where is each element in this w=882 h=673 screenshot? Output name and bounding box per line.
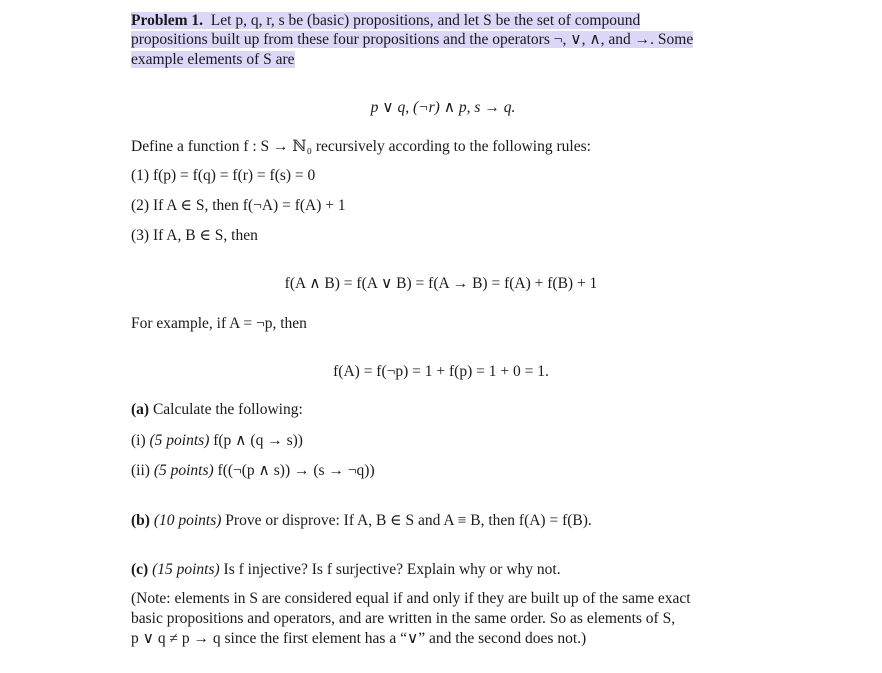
example-intro: For example, if A = ¬p, then (131, 315, 307, 332)
intro-line-3 (131, 50, 295, 70)
rule-2: (2) If A ∈ S, then f(¬A) = f(A) + 1 (131, 197, 346, 214)
part-c-text: Is f injective? Is f surjective? Explain why or why not. (223, 561, 561, 578)
intro-text-1: Let p, q, r, s be (basic) propositions, and let S be the set of compound (210, 12, 641, 29)
part-c-note-3: p ∨ q ≠ p → q since the first element has a “∨” and the second does not.) (131, 630, 587, 647)
intro-line-2 (131, 30, 693, 50)
part-a-item-i (131, 431, 303, 451)
part-b (131, 511, 592, 531)
rule-1: (1) f(p) = f(q) = f(r) = f(s) = 0 (131, 167, 316, 184)
item-i-num: (i) (131, 432, 146, 449)
part-a-heading (131, 400, 303, 420)
part-a-label: (a) (131, 401, 150, 418)
item-ii-points: (5 points) (153, 462, 214, 479)
definition-line: Define a function f : S → ℕ₀ recursively according to the following rules: (131, 138, 591, 155)
part-c-points: (15 points) (152, 561, 220, 578)
intro-text-3: example elements of S are (131, 51, 295, 68)
example-elements: p ∨ q, (¬r) ∧ p, s → q. (370, 99, 516, 116)
example-formula: f(A) = f(¬p) = 1 + f(p) = 1 + 0 = 1. (333, 363, 549, 380)
part-a-item-ii (131, 461, 375, 481)
item-i-points: (5 points) (149, 432, 210, 449)
rule-3-formula: f(A ∧ B) = f(A ∨ B) = f(A → B) = f(A) + f(B) + 1 (284, 275, 598, 292)
rule-3: (3) If A, B ∈ S, then (131, 227, 258, 244)
intro-line-1 (131, 11, 640, 31)
part-b-points: (10 points) (153, 512, 222, 529)
part-a-text: Calculate the following: (152, 401, 303, 418)
part-b-label: (b) (131, 512, 150, 529)
item-ii-num: (ii) (131, 462, 150, 479)
part-c-note-1: (Note: elements in S are considered equal if and only if they are built up of the same exact (131, 590, 691, 607)
part-c-note-2: basic propositions and operators, and are written in the same order. So as elements of S, (131, 610, 676, 627)
part-c-label: (c) (131, 561, 149, 578)
part-c (131, 560, 561, 580)
item-i-expr: f(p ∧ (q → s)) (213, 432, 303, 449)
intro-text-2: propositions built up from these four propositions and the operators ¬, ∨, ∧, and →. Some (131, 31, 694, 48)
problem-heading: Problem 1. (131, 12, 204, 29)
part-b-text: Prove or disprove: If A, B ∈ S and A ≡ B, then f(A) = f(B). (225, 512, 592, 529)
item-ii-expr: f((¬(p ∧ s)) → (s → ¬q)) (217, 462, 375, 479)
